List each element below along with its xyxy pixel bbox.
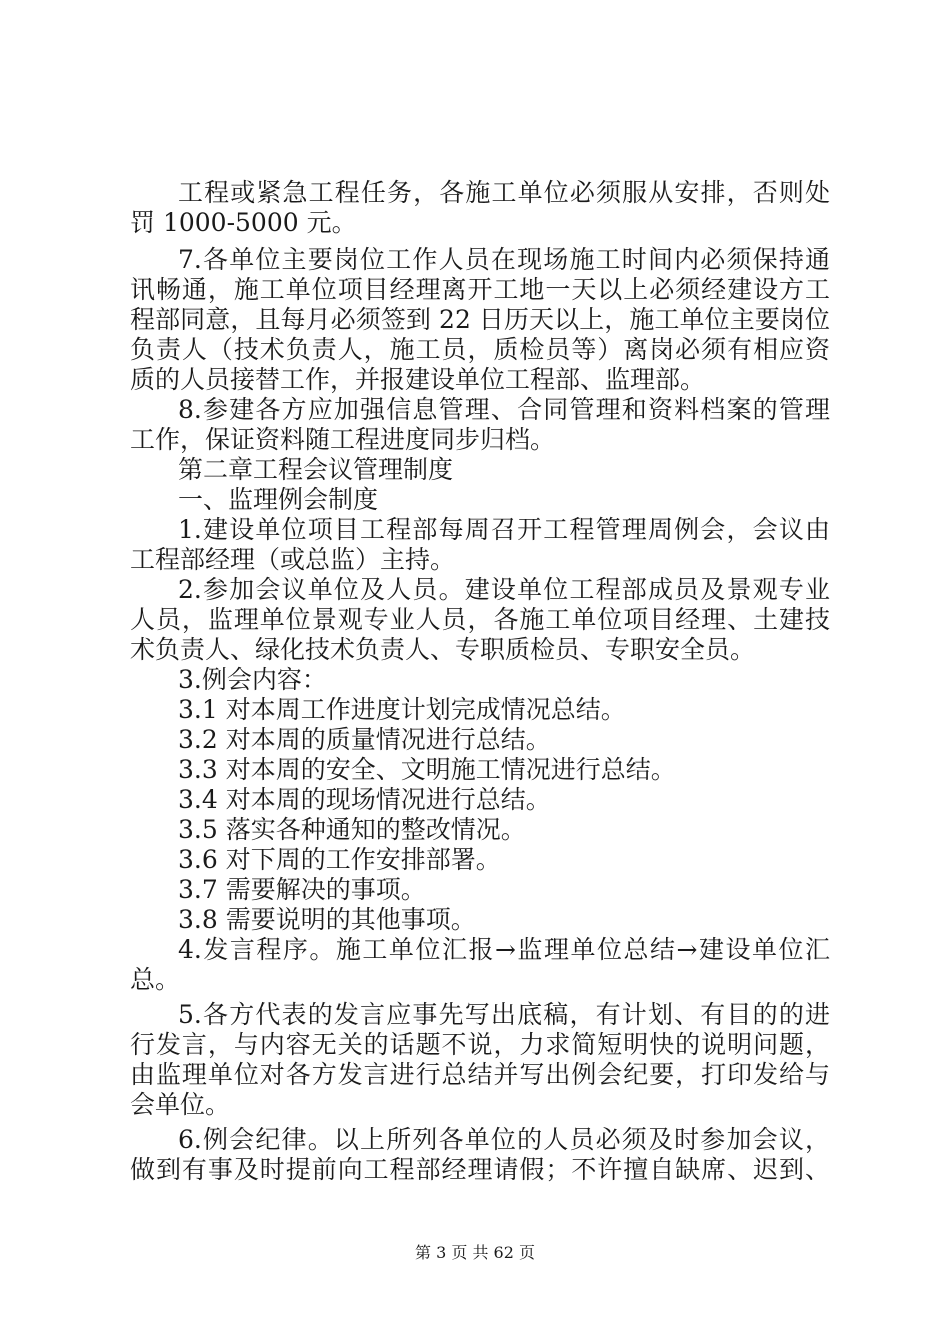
list-item: 3.7 需要解决的事项。 [178,875,426,904]
list-item: 3.2 对本周的质量情况进行总结。 [178,725,551,754]
paragraph-line: 罚 1000-5000 元。 [130,208,357,237]
paragraph-line: 1.建设单位项目工程部每周召开工程管理周例会，会议由 [178,515,830,544]
paragraph-line: 做到有事及时提前向工程部经理请假；不许擅自缺席、迟到、 [130,1155,830,1184]
paragraph-line: 4.发言程序。施工单位汇报→监理单位总结→建设单位汇 [178,935,830,964]
paragraph-line: 5.各方代表的发言应事先写出底稿，有计划、有目的的进 [178,1000,830,1029]
paragraph-line: 工程部经理（或总监）主持。 [130,545,456,574]
paragraph-line: 行发言，与内容无关的话题不说，力求简短明快的说明问题， [130,1030,830,1059]
paragraph-line: 总。 [130,965,181,994]
chapter-heading: 第二章工程会议管理制度 [178,455,454,484]
paragraph-line: 程部同意，且每月必须签到 22 日历天以上，施工单位主要岗位 [130,305,830,334]
paragraph-line: 8.参建各方应加强信息管理、合同管理和资料档案的管理 [178,395,830,424]
paragraph-line: 工作，保证资料随工程进度同步归档。 [130,425,556,454]
paragraph-line: 7.各单位主要岗位工作人员在现场施工时间内必须保持通 [178,245,830,274]
paragraph-line: 6.例会纪律。以上所列各单位的人员必须及时参加会议， [178,1125,830,1154]
list-item: 3.1 对本周工作进度计划完成情况总结。 [178,695,626,724]
paragraph-line: 由监理单位对各方发言进行总结并写出例会纪要，打印发给与 [130,1060,830,1089]
section-heading: 一、监理例会制度 [178,485,379,514]
list-item: 3.例会内容： [178,665,327,694]
paragraph-line: 质的人员接替工作，并报建设单位工程部、监理部。 [130,365,706,394]
list-item: 3.6 对下周的工作安排部署。 [178,845,501,874]
list-item: 3.3 对本周的安全、文明施工情况进行总结。 [178,755,676,784]
paragraph-line: 讯畅通，施工单位项目经理离开工地一天以上必须经建设方工 [130,275,830,304]
paragraph-line: 会单位。 [130,1090,231,1119]
paragraph-line: 人员，监理单位景观专业人员，各施工单位项目经理、土建技 [130,605,830,634]
paragraph-line: 2.参加会议单位及人员。建设单位工程部成员及景观专业 [178,575,830,604]
paragraph-line: 负责人（技术负责人，施工员，质检员等）离岗必须有相应资 [130,335,830,364]
list-item: 3.4 对本周的现场情况进行总结。 [178,785,551,814]
page-number-footer: 第 3 页 共 62 页 [415,1243,535,1262]
list-item: 3.8 需要说明的其他事项。 [178,905,476,934]
paragraph-line: 工程或紧急工程任务，各施工单位必须服从安排，否则处 [178,178,830,207]
list-item: 3.5 落实各种通知的整改情况。 [178,815,526,844]
paragraph-line: 术负责人、绿化技术负责人、专职质检员、专职安全员。 [130,635,756,664]
